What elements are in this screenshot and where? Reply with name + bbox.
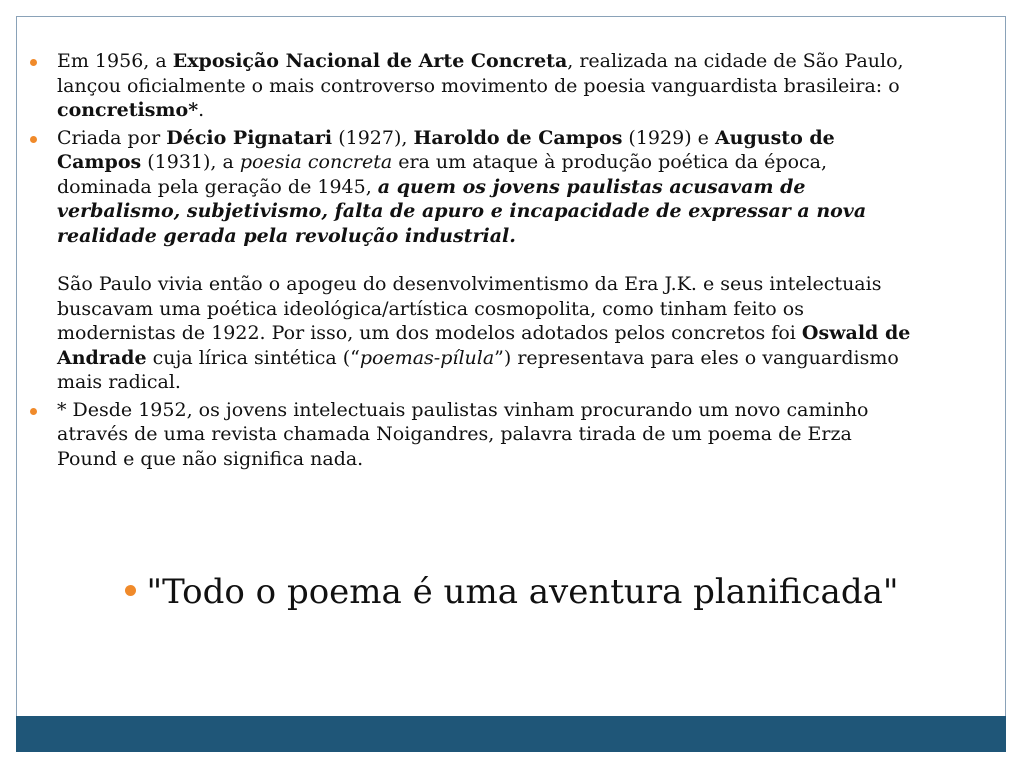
text-span: era um ataque à produção poética da época, dominada pela geração de 1945,	[57, 151, 828, 198]
text-span: * Desde 1952, os jovens intelectuais paulistas vinham procurando um novo caminho através de uma revista chamada Noigandres, palavra tirada de um poema de Erza Pound e que não significa nada.	[57, 398, 869, 470]
bold-span: Décio Pignatari	[166, 126, 333, 149]
bullet-icon	[30, 136, 37, 143]
text-span: (1931), a	[141, 151, 240, 173]
text-span: ”) representava para eles o vanguardismo mais radical.	[57, 346, 899, 393]
bullet-icon	[125, 585, 136, 596]
italic-span: poemas-pílula	[359, 346, 495, 369]
bold-italic-span: a quem os jovens paulistas acusavam de verbalismo, subjetivismo, falta de apuro e incapacidade de expressar a nova realidade gerada pela revolução industrial.	[57, 175, 867, 247]
paragraph-sao-paulo	[57, 272, 917, 395]
text-span: São Paulo vivia então o apogeu do desenvolvimentismo da Era J.K. e seus intelectuais buscavam uma poética ideológica/artística cosmopolita, como tinham feito os modernistas de 1922. Por isso, um dos modelos adotados pelos concretos foi	[57, 273, 882, 344]
quote-text: "Todo o poema é uma aventura planificada"	[146, 572, 899, 612]
text-span: cuja lírica sintética (“	[146, 346, 360, 369]
text-span: Criada por	[57, 126, 167, 149]
quote-heading	[117, 573, 907, 611]
text-span: , realizada na cidade de São Paulo, lançou oficialmente o mais controverso movimento de poesia vanguardista brasileira: o	[57, 50, 904, 97]
paragraph-exposicao	[27, 49, 917, 123]
slide-frame	[16, 16, 1006, 752]
bold-span: Oswald de Andrade	[57, 322, 911, 369]
bullet-icon	[30, 59, 37, 66]
slide-body	[27, 49, 917, 471]
bullet-icon	[30, 408, 37, 415]
paragraph-noigandres	[27, 398, 917, 472]
text-span: (1929) e	[622, 126, 715, 149]
italic-span: poesia concreta	[239, 151, 393, 173]
bold-span: concretismo*	[57, 99, 199, 121]
bold-span: Exposição Nacional de Arte Concreta	[172, 50, 568, 72]
bold-span: Haroldo de Campos	[413, 126, 623, 149]
text-span: .	[198, 99, 205, 121]
footer-bar	[16, 716, 1006, 752]
bold-span: Augusto de Campos	[57, 126, 835, 173]
text-span: (1927),	[332, 126, 414, 149]
text-span: Em 1956, a	[57, 50, 173, 72]
paragraph-criadores	[27, 126, 917, 395]
